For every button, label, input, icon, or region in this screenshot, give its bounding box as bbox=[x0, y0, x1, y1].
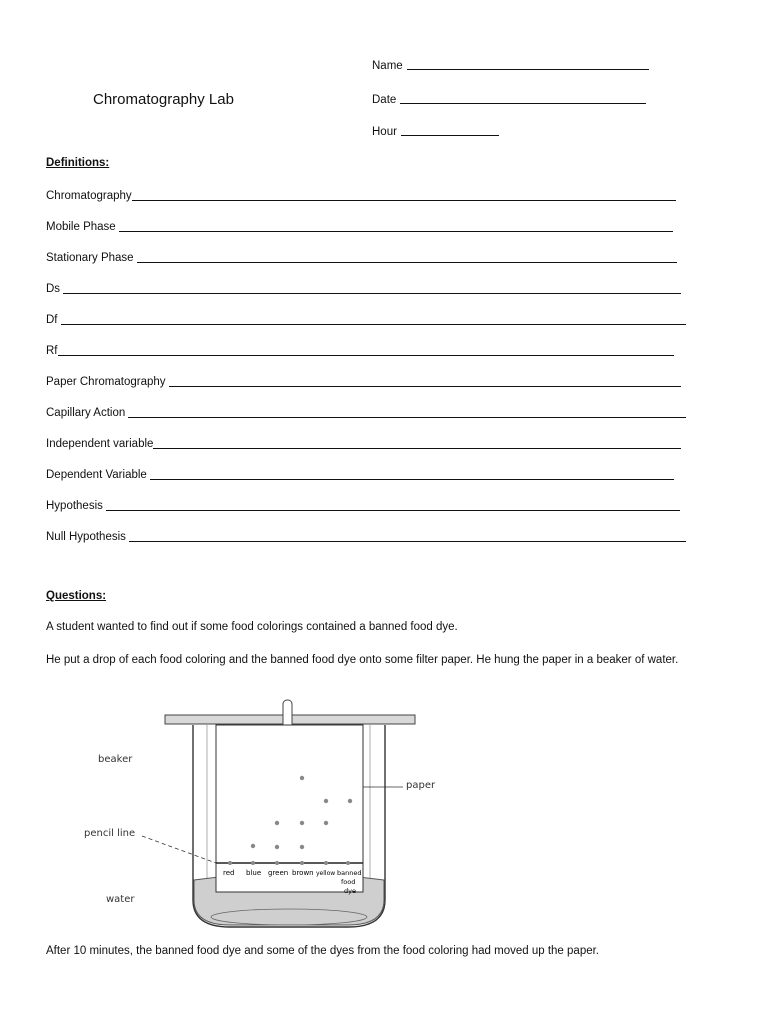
label-pencil-line: pencil line bbox=[84, 828, 136, 839]
definition-label: Ds bbox=[46, 283, 64, 295]
definition-label: Dependent Variable bbox=[46, 469, 150, 481]
definition-blank bbox=[132, 200, 676, 201]
chromatography-diagram bbox=[70, 695, 436, 935]
lane-label-red: red bbox=[223, 869, 235, 877]
lane-label-food: food bbox=[341, 878, 356, 886]
hour-field[interactable] bbox=[372, 126, 499, 138]
question-intro: A student wanted to find out if some food colorings contained a banned food dye. bbox=[46, 621, 458, 633]
definitions-heading: Definitions: bbox=[46, 157, 110, 169]
lane-label-blue: blue bbox=[246, 869, 262, 877]
definition-blank bbox=[58, 355, 675, 356]
definition-blank bbox=[61, 324, 686, 325]
definition-label: Independent variable bbox=[46, 438, 154, 450]
definition-label: Capillary Action bbox=[46, 407, 129, 419]
definition-row-null-hypothesis[interactable] bbox=[46, 528, 686, 544]
definition-row-paper-chromatography[interactable] bbox=[46, 373, 681, 389]
date-label: Date bbox=[372, 94, 397, 106]
definition-blank bbox=[169, 386, 681, 387]
definition-row-ds[interactable] bbox=[46, 280, 681, 296]
definition-blank bbox=[129, 541, 686, 542]
definition-blank bbox=[119, 231, 673, 232]
question-observation: After 10 minutes, the banned food dye and some of the dyes from the food coloring had moved up the paper. bbox=[46, 945, 599, 957]
definition-blank bbox=[106, 510, 680, 511]
lane-label-dye: dye bbox=[344, 887, 356, 895]
date-field[interactable] bbox=[372, 94, 646, 106]
definition-blank bbox=[128, 417, 686, 418]
hour-underline bbox=[401, 134, 499, 136]
definition-row-rf[interactable] bbox=[46, 342, 674, 358]
definition-row-mobile-phase[interactable] bbox=[46, 218, 673, 234]
name-label: Name bbox=[372, 60, 403, 72]
label-paper: paper bbox=[406, 780, 436, 791]
definition-blank bbox=[63, 293, 681, 294]
lane-label-banned: banned bbox=[337, 869, 362, 877]
definition-label: Null Hypothesis bbox=[46, 531, 130, 543]
hour-label: Hour bbox=[372, 126, 397, 138]
page-title: Chromatography Lab bbox=[93, 91, 234, 108]
definition-row-hypothesis[interactable] bbox=[46, 497, 680, 513]
definition-row-independent-variable[interactable] bbox=[46, 435, 681, 451]
definition-blank bbox=[137, 262, 677, 263]
definition-label: Mobile Phase bbox=[46, 221, 119, 233]
definition-label: Df bbox=[46, 314, 61, 326]
filter-paper bbox=[216, 725, 363, 892]
definition-row-chromatography[interactable] bbox=[46, 187, 676, 203]
definition-label: Paper Chromatography bbox=[46, 376, 169, 388]
definition-label: Hypothesis bbox=[46, 500, 107, 512]
date-underline bbox=[400, 102, 646, 104]
definition-row-capillary-action[interactable] bbox=[46, 404, 686, 420]
definition-label: Stationary Phase bbox=[46, 252, 137, 264]
lane-label-yellow: yellow bbox=[316, 870, 336, 877]
name-field[interactable] bbox=[372, 60, 649, 72]
question-setup: He put a drop of each food coloring and the banned food dye onto some filter paper. He hung the paper in a beaker of water. bbox=[46, 654, 679, 666]
definition-label: Chromatography bbox=[46, 190, 132, 202]
definition-blank bbox=[150, 479, 674, 480]
definition-row-df[interactable] bbox=[46, 311, 686, 327]
lane-label-brown: brown bbox=[292, 869, 314, 877]
label-water: water bbox=[106, 894, 135, 905]
lane-label-green: green bbox=[268, 869, 289, 877]
definition-label: Rf bbox=[46, 345, 58, 357]
name-underline bbox=[407, 68, 649, 70]
definition-blank bbox=[153, 448, 681, 449]
definition-row-stationary-phase[interactable] bbox=[46, 249, 677, 265]
definition-row-dependent-variable[interactable] bbox=[46, 466, 674, 482]
questions-heading: Questions: bbox=[46, 590, 107, 602]
label-beaker: beaker bbox=[98, 754, 133, 765]
